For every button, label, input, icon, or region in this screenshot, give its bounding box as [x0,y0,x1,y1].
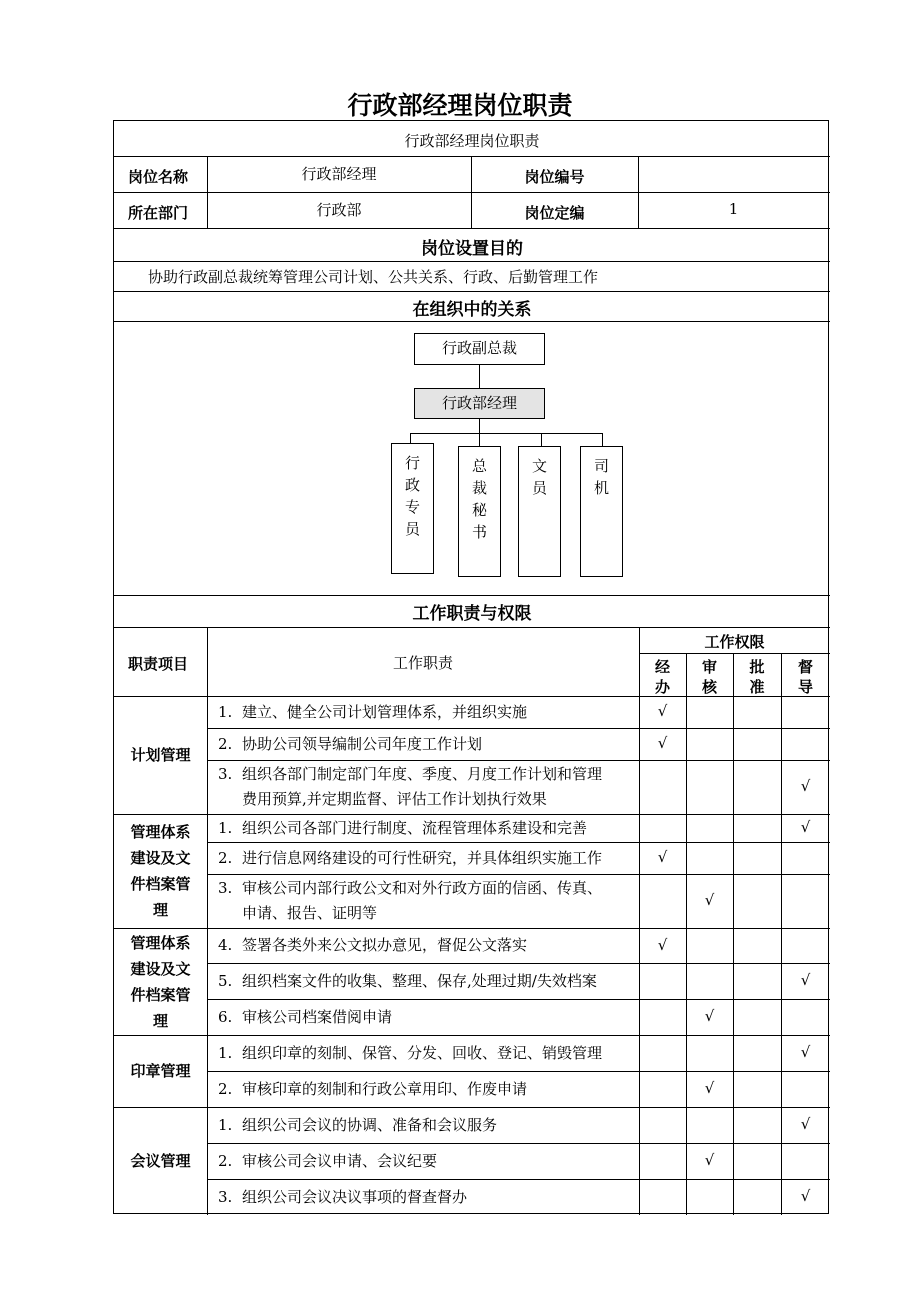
duty-line-text: 组织公司会议的协调、准备和会议服务 [242,1115,498,1134]
h-rule [207,760,830,761]
org-box-char: 司 [593,457,609,475]
check-mark: √ [657,935,668,954]
duty-text [218,1077,527,1102]
duty-line [218,1113,497,1138]
h-rule [207,874,830,875]
h-rule [114,595,830,596]
table-title: 行政部经理岗位职责 [404,132,540,150]
duty-line [218,787,602,812]
duty-number: 4. [218,936,233,954]
duty-group-name-line: 计划管理 [130,746,191,764]
check-mark: √ [800,1187,811,1205]
org-box-char: 员 [404,520,420,538]
post-number-label: 岗位编号 [524,168,585,186]
duty-line-text: 审核公司档案借阅申请 [242,1007,393,1026]
department-label: 所在部门 [128,204,189,222]
duty-group-name-line: 理 [152,901,168,919]
h-rule [114,1107,830,1108]
h-rule [114,627,830,628]
duty-line [218,933,527,958]
purpose-heading: 岗位设置目的 [421,239,523,259]
col-authority-header: 工作权限 [704,633,765,651]
h-rule [207,842,830,843]
duty-number: 1. [218,1043,233,1062]
authority-col-char: 审 [701,658,717,676]
authority-col-header [639,657,686,697]
h-rule [114,261,830,262]
duty-line [218,700,527,725]
duty-number: 3. [218,765,233,783]
duty-line-text: 组织印章的刻制、保管、分发、回收、登记、销毁管理 [242,1043,603,1062]
duty-group-name-line: 印章管理 [130,1062,191,1080]
org-box-char: 文 [531,457,547,475]
duty-text [218,969,597,994]
duty-line [218,1149,437,1174]
duty-line [218,816,587,841]
v-rule [638,156,639,228]
duty-line [218,1077,527,1102]
duty-line-text: 组织各部门制定部门年度、季度、月度工作计划和管理 [242,765,603,783]
duties-heading: 工作职责与权限 [412,604,532,624]
authority-col-char: 督 [797,658,813,676]
duty-group-name [114,819,207,923]
check-mark: √ [800,818,811,836]
duty-line [218,846,602,871]
check-mark: √ [800,971,811,989]
duty-text [218,846,602,871]
duty-group-name-line: 管理体系 [130,933,191,952]
duty-number: 1. [218,702,233,721]
check-mark: √ [800,777,811,795]
org-box-char: 裁 [471,479,487,497]
h-rule [114,321,830,322]
org-box-subordinate [580,446,623,577]
duty-line [218,732,482,757]
duty-line [218,1005,392,1030]
v-rule [733,653,734,1215]
duty-text [218,933,527,958]
duty-number: 2. [218,1079,233,1098]
duty-number: 6. [218,1007,233,1026]
duty-group-name [114,1058,207,1084]
org-box-char: 总 [471,457,487,475]
duty-line [218,969,597,994]
h-rule [114,192,830,193]
org-box-char: 政 [404,476,420,494]
duty-text [218,1005,392,1030]
document-title: 行政部经理岗位职责 [347,91,573,120]
org-box-char: 书 [471,523,487,541]
post-name-label: 岗位名称 [128,168,189,186]
h-rule [114,696,830,697]
department-value: 行政部 [316,201,362,219]
h-rule [207,963,830,964]
h-rule [207,999,830,1000]
duty-line-text: 申请、报告、证明等 [242,904,378,922]
duty-group-name-line: 理 [152,1011,168,1030]
duty-line-text: 审核印章的刻制和行政公章用印、作废申请 [242,1079,528,1098]
h-rule [114,291,830,292]
duty-text [218,1149,437,1174]
authority-col-char: 经 [654,658,670,676]
check-mark: √ [704,1007,715,1025]
duty-group-name-line: 建设及文 [130,849,191,867]
duty-text [218,876,602,926]
check-mark: √ [657,702,668,720]
duty-group-name [114,1148,207,1174]
duty-line [218,876,602,901]
v-rule [471,156,472,228]
duty-group-name-line: 件档案管 [130,985,191,1004]
duty-number: 2. [218,1151,233,1170]
authority-col-char: 准 [749,678,765,696]
duty-line-text: 进行信息网络建设的可行性研究，并具体组织实施工作 [242,848,603,867]
org-heading: 在组织中的关系 [412,300,532,320]
duty-number: 3. [218,879,233,897]
h-rule [639,653,830,654]
duty-number: 1. [218,1115,233,1134]
duty-line [218,1185,467,1210]
duty-line [218,901,602,926]
h-rule [207,1071,830,1072]
duty-text [218,700,527,725]
org-box-char: 专 [404,498,420,516]
quota-label: 岗位定编 [524,204,585,222]
duty-group-name [114,742,207,768]
duty-text [218,1185,467,1210]
duty-number: 2. [218,848,233,867]
duty-number: 1. [218,818,233,837]
v-rule [207,156,208,228]
h-rule [207,728,830,729]
purpose-text: 协助行政副总裁统筹管理公司计划、公共关系、行政、后勤管理工作 [148,268,599,286]
duty-line-text: 签署各类外来公文拟办意见，督促公文落实 [242,936,528,954]
duty-line-text: 组织档案文件的收集、整理、保存,处理过期/失效档案 [242,971,597,990]
duty-line-text: 审核公司内部行政公文和对外行政方面的信函、传真、 [242,879,603,897]
duty-line [218,1041,602,1066]
duty-text [218,1041,602,1066]
duty-group-name [114,930,207,1034]
v-rule [686,653,687,1215]
h-rule [114,1035,830,1036]
check-mark: √ [800,1043,811,1061]
check-mark: √ [657,848,668,866]
duty-text [218,1113,497,1138]
h-rule [207,1143,830,1144]
duty-line [218,762,602,787]
check-mark: √ [657,734,668,752]
duty-line-text: 审核公司会议申请、会议纪要 [242,1151,438,1170]
org-box-char: 秘 [471,501,487,519]
check-mark: √ [704,891,715,909]
post-name-value: 行政部经理 [301,165,377,183]
v-rule [207,627,208,1215]
org-box-char: 机 [593,479,609,497]
check-mark: √ [704,1151,715,1169]
h-rule [114,156,830,157]
quota-value: 1 [728,200,739,218]
h-rule [207,1179,830,1180]
duty-number: 5. [218,971,233,990]
org-box-manager: 行政部经理 [414,388,545,419]
org-box-subordinate [391,443,434,574]
duty-line-text: 协助公司领导编制公司年度工作计划 [242,734,483,753]
org-box-char: 行 [404,454,420,472]
duty-group-name-line: 件档案管 [130,875,191,893]
org-box-vp: 行政副总裁 [414,333,545,365]
col-item-header: 职责项目 [128,655,189,673]
col-duty-header: 工作职责 [392,654,453,672]
duty-table [113,120,829,1214]
h-rule [114,928,830,929]
duty-line-text: 组织公司会议决议事项的督查督办 [242,1187,468,1206]
authority-col-header [686,657,733,697]
duty-group-name-line: 会议管理 [130,1152,191,1170]
duty-line-text: 组织公司各部门进行制度、流程管理体系建设和完善 [242,818,588,837]
duty-line-text: 建立、健全公司计划管理体系，并组织实施 [242,702,528,721]
duty-number: 3. [218,1187,233,1206]
duty-text [218,762,602,812]
check-mark: √ [800,1115,811,1133]
authority-col-char: 导 [797,678,813,696]
duty-group-name-line: 建设及文 [130,959,191,978]
duty-group-name-line: 管理体系 [130,823,191,841]
authority-col-char: 批 [749,658,765,676]
duty-number: 2. [218,734,233,753]
org-box-char: 员 [531,479,547,497]
authority-col-char: 核 [701,678,717,696]
authority-col-header [733,657,781,697]
org-box-subordinate [458,446,501,577]
duty-text [218,816,587,841]
authority-col-header [781,657,830,697]
duty-line-text: 费用预算,并定期监督、评估工作计划执行效果 [242,790,547,808]
org-box-subordinate [518,446,561,577]
duty-text [218,732,482,757]
h-rule [114,228,830,229]
authority-col-char: 办 [654,678,670,696]
check-mark: √ [704,1079,715,1097]
